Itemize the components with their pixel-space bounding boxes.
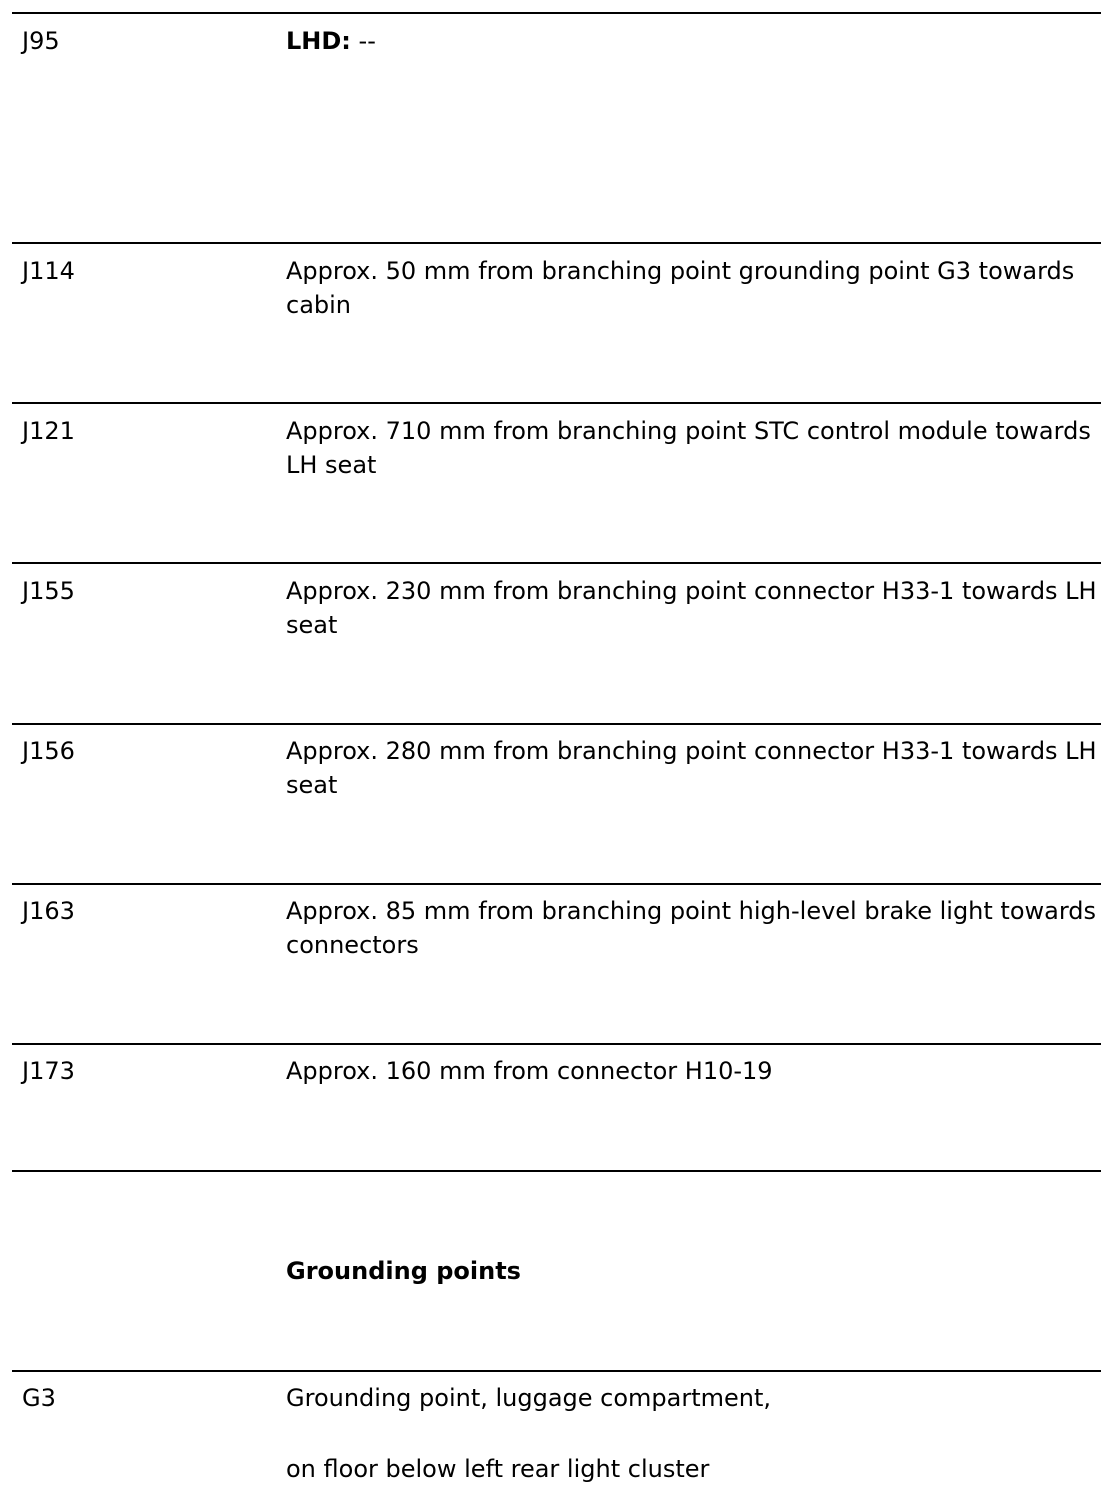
connector-code: J156 (22, 737, 75, 765)
lhd-label: LHD: (286, 27, 351, 55)
row-divider (12, 1043, 1101, 1045)
connector-description: Approx. 710 mm from branching point STC control module towards LH seat (286, 417, 1091, 479)
row-divider (12, 12, 1101, 14)
connector-description: Approx. 50 mm from branching point grounding point G3 towards cabin (286, 257, 1075, 319)
connector-description: Approx. 280 mm from branching point connector H33-1 towards LH seat (286, 737, 1097, 799)
connector-description (286, 24, 1101, 58)
row-divider (12, 723, 1101, 725)
section-heading: Grounding points (286, 1257, 521, 1285)
connector-description: Approx. 230 mm from branching point connector H33-1 towards LH seat (286, 577, 1097, 639)
section-divider (12, 1170, 1101, 1172)
grounding-description-line1: Grounding point, luggage compartment, (286, 1384, 772, 1412)
grounding-description-line2: on floor below left rear light cluster (286, 1455, 710, 1483)
row-divider (12, 1370, 1101, 1372)
connector-code: J163 (22, 897, 75, 925)
connector-code: J95 (22, 27, 60, 55)
connector-code: J155 (22, 577, 75, 605)
lhd-value: -- (350, 27, 376, 55)
connector-description: Approx. 160 mm from connector H10-19 (286, 1057, 773, 1085)
row-divider (12, 402, 1101, 404)
connector-description: Approx. 85 mm from branching point high-level brake light towards connectors (286, 897, 1097, 959)
grounding-code: G3 (22, 1384, 56, 1412)
connector-code: J114 (22, 257, 75, 285)
row-divider (12, 883, 1101, 885)
row-divider (12, 562, 1101, 564)
row-divider (12, 242, 1101, 244)
connector-code: J121 (22, 417, 75, 445)
connector-code: J173 (22, 1057, 75, 1085)
